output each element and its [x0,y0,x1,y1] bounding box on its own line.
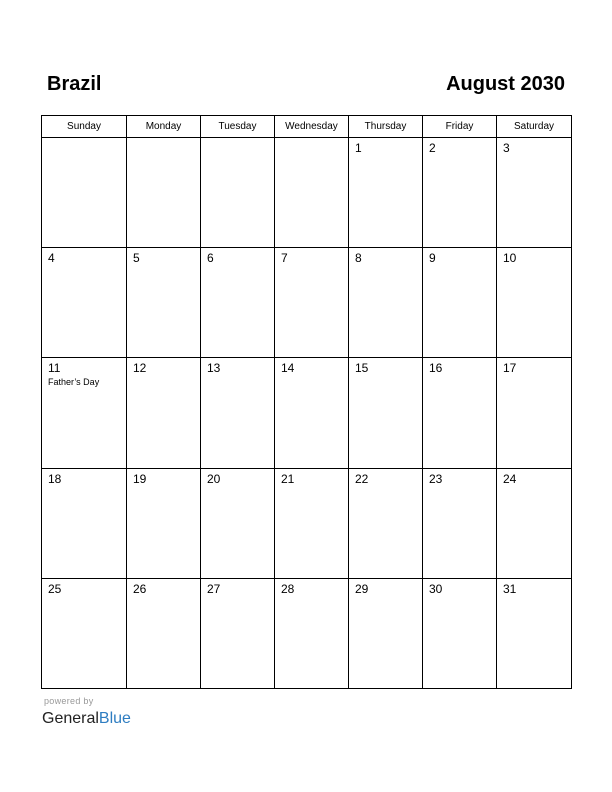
powered-by-text: powered by [44,696,94,706]
day-number: 22 [355,471,369,486]
day-number: 9 [429,251,436,266]
day-cell [127,138,201,248]
day-cell [275,468,349,578]
day-number: 24 [503,471,517,486]
week-row [42,138,572,248]
week-row [42,358,572,468]
day-cell [42,578,127,688]
day-number: 6 [207,251,214,266]
day-cell [423,468,497,578]
weekday-header-wednesday: Wednesday [275,116,349,138]
calendar-title-month: August 2030 [446,73,565,95]
day-cell [275,578,349,688]
day-cell [497,358,572,468]
day-cell [201,358,275,468]
day-cell [349,578,423,688]
day-cell [349,358,423,468]
day-number: 31 [503,581,517,596]
day-number: 3 [503,141,510,155]
brand-general-text: General [42,710,99,727]
weekday-header-tuesday: Tuesday [201,116,275,138]
day-number: 29 [355,581,369,596]
day-cell [275,248,349,358]
day-cell [497,248,572,358]
day-cell [127,248,201,358]
generalblue-logo [42,709,131,729]
weekday-header-friday: Friday [423,116,497,138]
day-cell [349,248,423,358]
day-cell [201,578,275,688]
day-number: 2 [429,141,436,155]
day-number: 8 [355,251,362,266]
day-cell [42,248,127,358]
day-number: 14 [281,361,295,376]
footer-branding [42,696,131,729]
day-number: 15 [355,361,369,376]
day-number: 13 [207,361,221,376]
day-number: 5 [133,251,140,266]
day-cell [497,578,572,688]
day-cell [42,468,127,578]
weekday-header-thursday: Thursday [349,116,423,138]
day-cell [497,468,572,578]
day-number [275,138,348,141]
day-number: 17 [503,361,517,376]
day-cell [423,358,497,468]
day-cell [423,248,497,358]
day-cell [201,138,275,248]
day-cell [201,468,275,578]
day-number [201,138,274,141]
day-number: 30 [429,581,443,596]
calendar-title-country: Brazil [47,73,102,95]
day-number: 20 [207,471,221,486]
day-number: 1 [355,141,362,155]
weekday-header-row [42,116,572,138]
day-number: 10 [503,251,517,266]
day-number: 23 [429,471,443,486]
day-cell [423,578,497,688]
week-row [42,468,572,578]
day-cell [42,358,127,468]
day-cell [275,138,349,248]
day-cell [497,138,572,248]
day-number: 19 [133,471,147,486]
day-cell [201,248,275,358]
day-number: 11 [48,361,61,376]
day-cell [349,468,423,578]
day-cell [127,578,201,688]
day-number: 18 [48,471,62,486]
day-number: 4 [48,251,55,266]
day-cell [275,358,349,468]
brand-blue-text: Blue [98,710,131,727]
week-row [42,578,572,688]
day-number [127,138,200,141]
day-cell [349,138,423,248]
day-number: 16 [429,361,443,376]
day-cell [42,138,127,248]
day-number: 27 [207,581,221,596]
weekday-header-saturday: Saturday [497,116,572,138]
day-cell [127,358,201,468]
day-number: 26 [133,581,147,596]
day-number: 21 [281,471,295,486]
day-number: 12 [133,361,147,376]
week-row [42,248,572,358]
day-number: 28 [281,581,295,596]
day-number: 7 [281,251,288,266]
day-cell [423,138,497,248]
calendar-grid [41,115,572,689]
day-number [42,138,126,141]
weekday-header-monday: Monday [127,116,201,138]
day-cell [127,468,201,578]
day-number: 25 [48,581,62,596]
holiday-label: Father’s Day [48,377,100,388]
weekday-header-sunday: Sunday [42,116,127,138]
